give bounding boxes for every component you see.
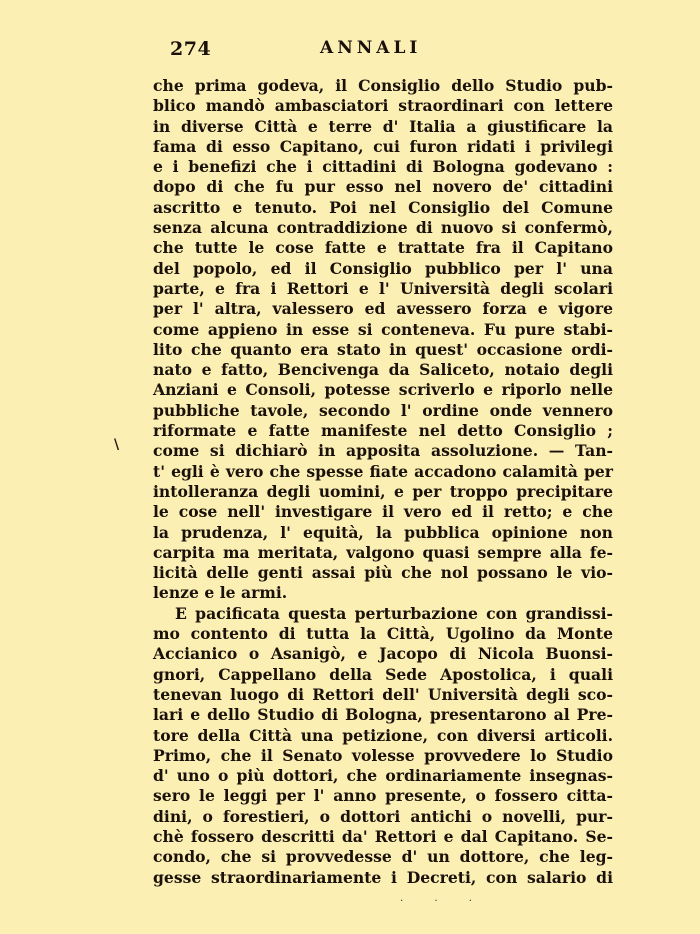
text-line: le cose nell' investigare il vero ed il retto; e che: [153, 502, 613, 522]
text-line: lari e dello Studio di Bologna, presentarono al Pre-: [153, 705, 613, 725]
text-line: e i benefizi che i cittadini di Bologna godevano :: [153, 157, 613, 177]
text-line: t' egli è vero che spesse fiate accadono calamità per: [153, 461, 613, 481]
page-header: [170, 38, 440, 64]
text-line: come appieno in esse si conteneva. Fu pure stabi-: [153, 319, 613, 339]
text-line: fama di esso Capitano, cui furon ridati i privilegi: [153, 136, 613, 156]
text-line: nato e fatto, Bencivenga da Saliceto, notaio degli: [153, 360, 613, 380]
text-line: licità delle genti assai più che nol possano le vio-: [153, 563, 613, 583]
paragraph-end-line: lenze e le armi.: [153, 583, 288, 603]
text-line: dopo di che fu pur esso nel novero de' cittadini: [153, 177, 613, 197]
text-line: tenevan luogo di Rettori dell' Università degli sco-: [153, 684, 613, 704]
text-line: condo, che si provvedesse d' un dottore, che leg-: [153, 847, 613, 867]
text-line: carpita ma meritata, valgono quasi sempre alla fe-: [153, 542, 613, 562]
text-line: senza alcuna contraddizione di nuovo si confermò,: [153, 218, 613, 238]
text-line: Anziani e Consoli, potesse scriverlo e riporlo nelle: [153, 380, 613, 400]
text-line: intolleranza degli uomini, e per troppo precipitare: [153, 481, 613, 501]
text-line: lito che quanto era stato in quest' occasione ordi-: [153, 339, 613, 359]
text-line: del popolo, ed il Consiglio pubblico per l' una: [153, 258, 613, 278]
body-text: [153, 76, 613, 888]
text-line: Primo, che il Senato volesse provvedere lo Studio: [153, 745, 613, 765]
text-line: gnori, Cappellano della Sede Apostolica, i quali: [153, 664, 613, 684]
text-line: che tutte le cose fatte e trattate fra il Capitano: [153, 238, 613, 258]
text-line: come si dichiarò in apposita assoluzione. — Tan-: [153, 441, 613, 461]
text-line: chè fossero descritti da' Rettori e dal Capitano. Se-: [153, 826, 613, 846]
text-line: pubbliche tavole, secondo l' ordine onde vennero: [153, 400, 613, 420]
paragraph-start-line: E pacificata questa perturbazione con grandissi-: [175, 603, 613, 623]
text-line: blico mandò ambasciatori straordinari con lettere: [153, 96, 613, 116]
text-line: tore della Città una petizione, con diversi articoli.: [153, 725, 613, 745]
text-line: che prima godeva, il Consiglio dello Studio pub-: [153, 76, 613, 95]
text-line: mo contento di tutta la Città, Ugolino da Monte: [153, 624, 613, 644]
text-line: Accianico o Asanigò, e Jacopo di Nicola Buonsi-: [153, 644, 613, 664]
margin-mark: \: [114, 437, 120, 453]
text-line: d' uno o più dottori, che ordinariamente insegnas-: [153, 766, 613, 786]
text-line: per l' altra, valessero ed avessero forza e vigore: [153, 299, 613, 319]
text-line: la prudenza, l' equità, la pubblica opinione non: [153, 522, 613, 542]
text-line: in diverse Città e terre d' Italia a giustificare la: [153, 116, 613, 136]
text-line: dini, o forestieri, o dottori antichi o novelli, pur-: [153, 806, 613, 826]
print-specks: . . .: [400, 893, 486, 904]
text-line: riformate e fatte manifeste nel detto Consiglio ;: [153, 421, 613, 441]
text-line: sero le leggi per l' anno presente, o fossero citta-: [153, 786, 613, 806]
page-number: 274: [170, 38, 212, 60]
text-line: gesse straordinariamente i Decreti, con salario di: [153, 867, 613, 887]
text-line: parte, e fra i Rettori e l' Università degli scolari: [153, 278, 613, 298]
running-title: ANNALI: [320, 38, 422, 58]
text-line: ascritto e tenuto. Poi nel Consiglio del Comune: [153, 197, 613, 217]
